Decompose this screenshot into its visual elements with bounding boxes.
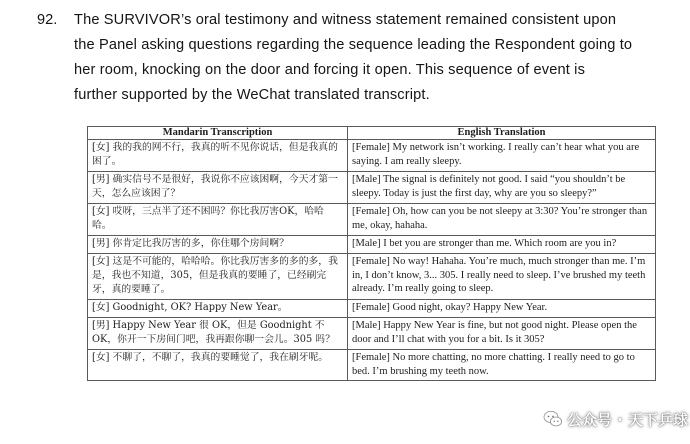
table-row	[88, 318, 656, 350]
table-row	[88, 140, 656, 172]
english-cell: [Male] The signal is definitely not good. I said “you shouldn’t be sleepy. Today is just the first day, why are you so sleepy?”	[348, 172, 656, 204]
mandarin-cell: [女] 哎呀，三点半了还不困吗？你比我厉害OK，哈哈哈。	[88, 204, 348, 236]
transcript-table	[87, 126, 656, 381]
paragraph-line-2: the Panel asking questions regarding the sequence leading the Respondent going to	[74, 37, 633, 53]
mandarin-cell: [女] 不聊了，不聊了，我真的要睡觉了，我在刷牙呢。	[88, 350, 348, 381]
paragraph-line-4: further supported by the WeChat translated transcript.	[74, 87, 430, 103]
mandarin-cell: [男] Happy New Year 很 OK，但是 Goodnight 不OK，你开一下房间门吧，我再跟你聊一会儿。305 吗？	[88, 318, 348, 350]
watermark-text: 公众号 · 天下乒球	[566, 410, 688, 429]
paragraph-line-3: her room, knocking on the door and forcing it open. This sequence of event is	[74, 62, 586, 78]
table-row	[88, 300, 656, 318]
table-row	[88, 350, 656, 381]
english-cell: [Female] My network isn’t working. I really can’t hear what you are saying. I am really sleepy.	[348, 140, 656, 172]
mandarin-cell: [女] 这是不可能的，哈哈哈。你比我厉害多的多的多，我是，我也不知道，305，但是我真的要睡了，已经刷完牙，真的要睡了。	[88, 254, 348, 300]
paragraph-line-1: The SURVIVOR’s oral testimony and witness statement remained consistent upon	[74, 12, 617, 28]
english-cell: [Male] I bet you are stronger than me. Which room are you in?	[348, 236, 656, 254]
table-row	[88, 236, 656, 254]
english-cell: [Female] Oh, how can you be not sleepy at 3:30? You’re stronger than me, okay, hahaha.	[348, 204, 656, 236]
mandarin-cell: [男] 你肯定比我厉害的多，你住哪个房间啊？	[88, 236, 348, 254]
paragraph-number: 92.	[37, 12, 58, 28]
mandarin-cell: [男] 确实信号不是很好，我说你不应该困啊，今天才第一天，怎么应该困了？	[88, 172, 348, 204]
watermark	[543, 406, 688, 432]
english-cell: [Female] Good night, okay? Happy New Year.	[348, 300, 656, 318]
table-row	[88, 254, 656, 300]
english-cell: [Female] No way! Hahaha. You’re much, much stronger than me. I’m in, I don’t know, 3... 305. I really need to sleep. I’ve brushed my teeth already. I’m really going to sleep.	[348, 254, 656, 300]
english-cell: [Male] Happy New Year is fine, but not good night. Please open the door and I’ll chat with you for a bit. Is it 305?	[348, 318, 656, 350]
header-english: English Translation	[348, 127, 656, 140]
mandarin-cell: [女] 我的我的网不行，我真的听不见你说话，但是我真的困了。	[88, 140, 348, 172]
wechat-bubble-icon	[543, 409, 563, 429]
table-row	[88, 204, 656, 236]
english-cell: [Female] No more chatting, no more chatting. I really need to go to bed. I’m brushing my teeth now.	[348, 350, 656, 381]
transcript-header-row	[88, 127, 656, 140]
header-mandarin: Mandarin Transcription	[88, 127, 348, 140]
mandarin-cell: [女] Goodnight, OK? Happy New Year。	[88, 300, 348, 318]
table-row	[88, 172, 656, 204]
